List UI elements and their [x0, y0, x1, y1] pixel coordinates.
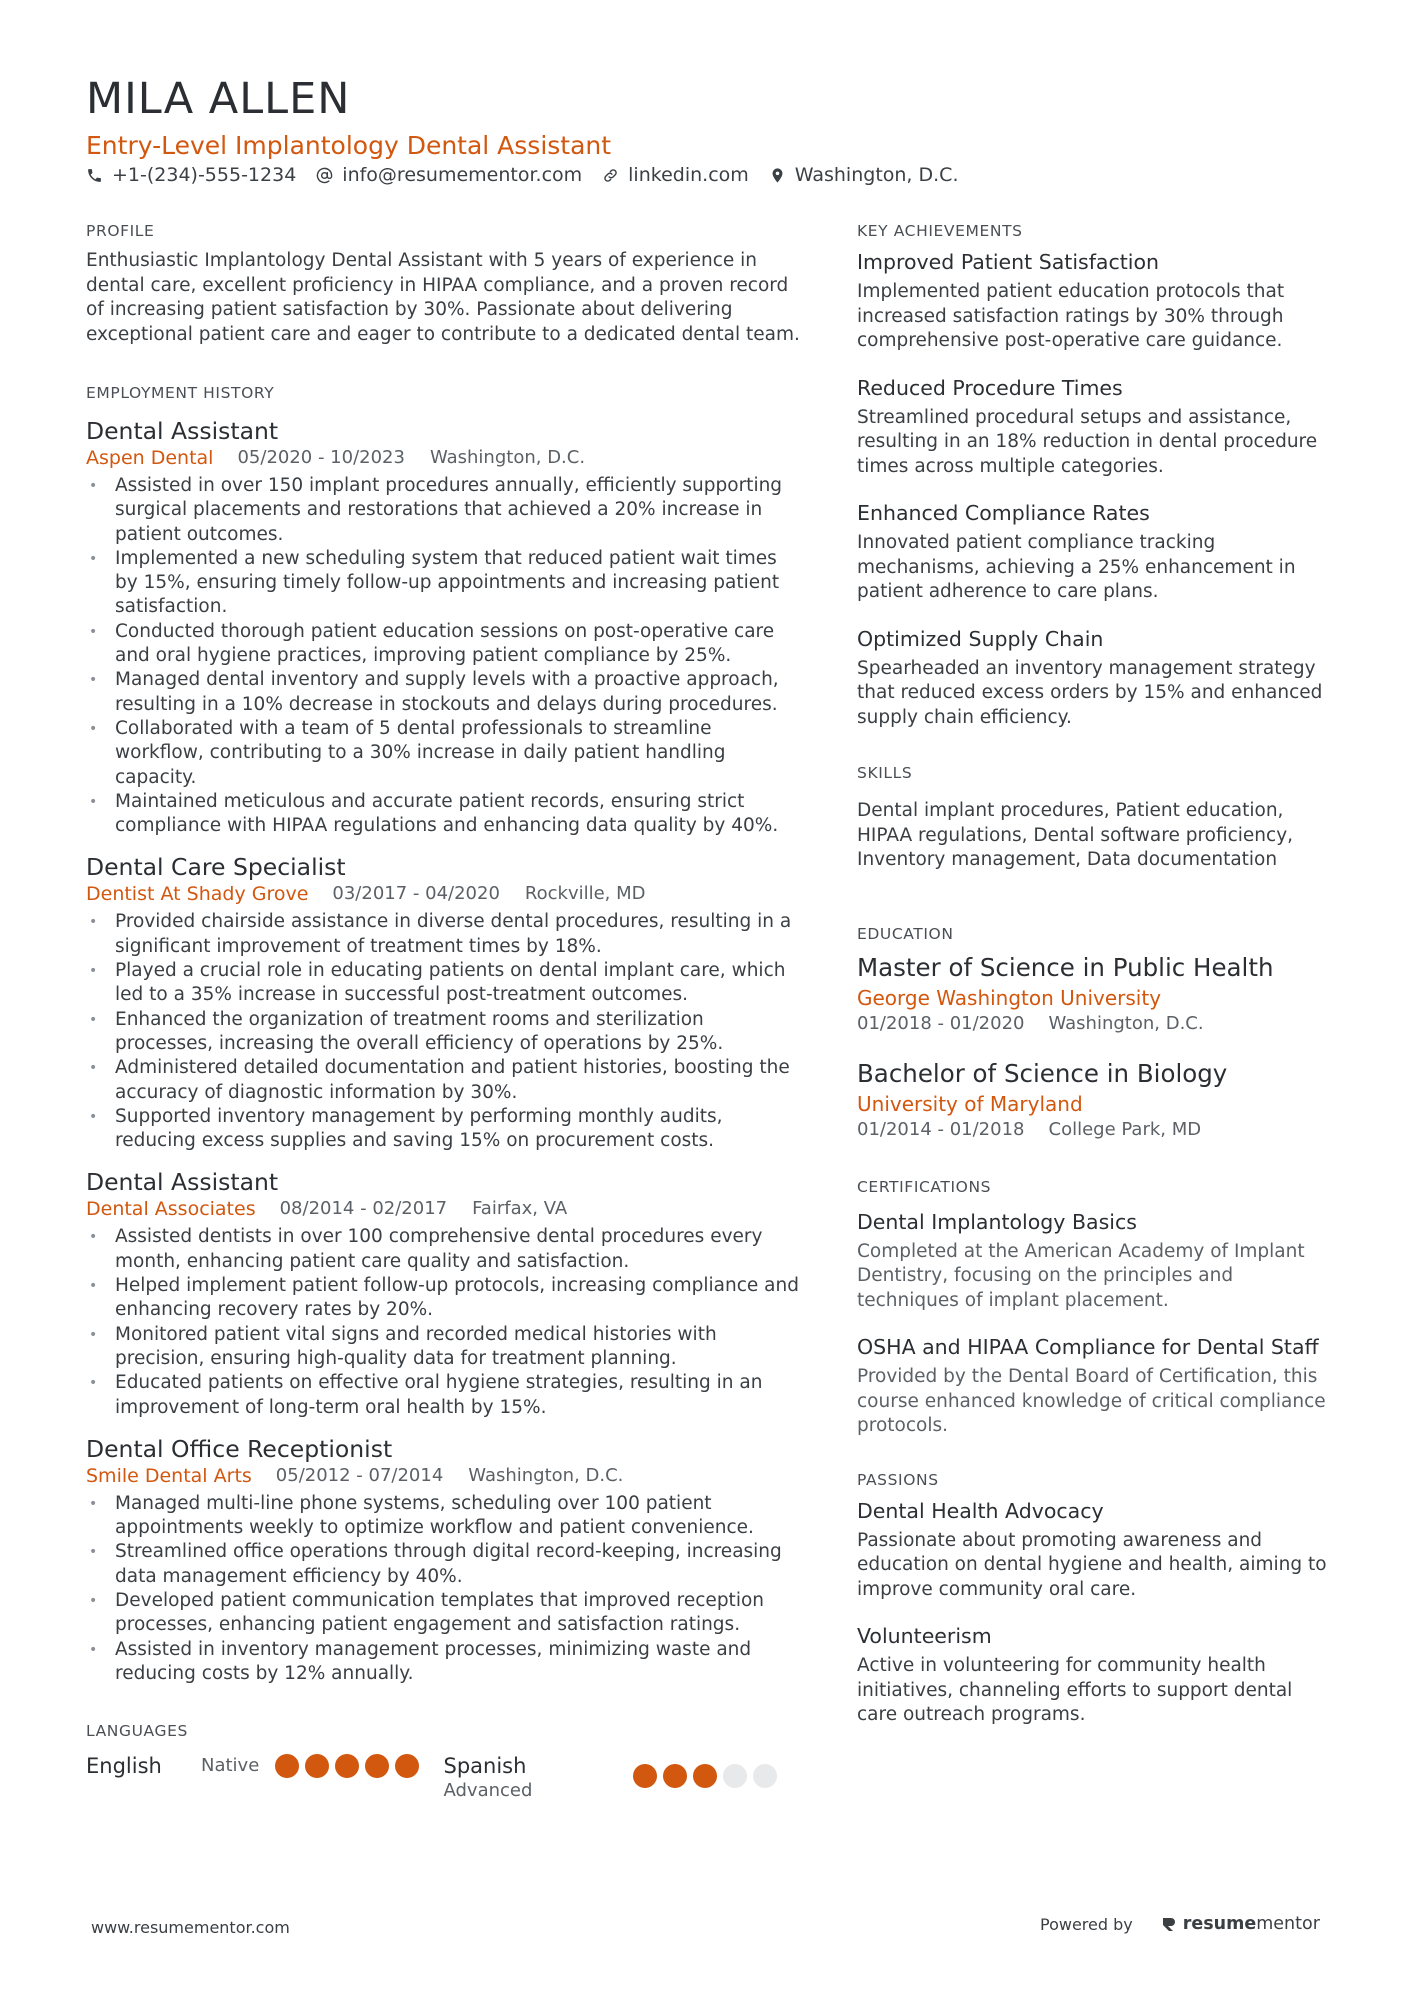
- education-school: University of Maryland: [857, 1091, 1083, 1116]
- certifications-section: [857, 1178, 1337, 1439]
- job-entry: [86, 416, 801, 838]
- section-label-passions: PASSIONS: [857, 1470, 939, 1489]
- certification-item: [857, 1333, 1337, 1439]
- job-entry: [86, 1167, 801, 1419]
- education-location: Washington, D.C.: [1048, 1012, 1204, 1034]
- contact-location: [769, 164, 959, 186]
- job-meta: [86, 1464, 801, 1488]
- rating-dot-filled: [275, 1754, 299, 1778]
- job-bullet: • Conducted thorough patient education sessions on post-operative care and oral hygiene practices, improving patient compliance by 25%.: [86, 620, 801, 669]
- job-meta: [86, 882, 801, 906]
- rating-dot-filled: [663, 1764, 687, 1788]
- job-location: Washington, D.C.: [468, 1464, 624, 1486]
- education-school: George Washington University: [857, 985, 1162, 1010]
- section-label-languages: LANGUAGES: [86, 1722, 188, 1741]
- job-bullet: • Helped implement patient follow-up protocols, increasing compliance and enhancing recovery rates by 20%.: [86, 1274, 801, 1323]
- job-bullet: • Collaborated with a team of 5 dental professionals to streamline workflow, contributing to a 30% increase in daily patient handling capacity.: [86, 717, 801, 790]
- language-spanish: [444, 1752, 802, 1802]
- passion-title: Dental Health Advocacy: [857, 1498, 1104, 1523]
- skills-section: [857, 764, 1337, 873]
- rating-dots: [633, 1764, 783, 1788]
- map-pin-icon: [769, 167, 786, 184]
- certification-title: Dental Implantology Basics: [857, 1209, 1137, 1234]
- achievement-title: Enhanced Compliance Rates: [857, 501, 1150, 525]
- employment-section: [86, 384, 801, 1686]
- job-meta: [86, 446, 801, 470]
- job-entry: [86, 1434, 801, 1686]
- brand-name-rest: mentor: [1256, 1914, 1320, 1934]
- certification-desc: Completed at the American Academy of Implant Dentistry, focusing on the principles and techniques of implant placement.: [857, 1240, 1305, 1311]
- job-company: Dentist At Shady Grove: [86, 883, 309, 906]
- achievement-title: Improved Patient Satisfaction: [857, 250, 1160, 274]
- email-text[interactable]: info@resumementor.com: [342, 164, 583, 186]
- education-dates: 01/2018 - 01/2020: [857, 1012, 1025, 1034]
- certifications-list: [857, 1208, 1337, 1439]
- job-bullet: • Assisted in over 150 implant procedures annually, efficiently supporting surgical placements and restorations that achieved a 20% increase in patient outcomes.: [86, 474, 801, 547]
- passion-desc: Active in volunteering for community health initiatives, channeling efforts to support dental care outreach programs.: [857, 1655, 1293, 1725]
- education-meta: [857, 1012, 1337, 1036]
- rating-dot-filled: [395, 1754, 419, 1778]
- rating-dot-empty: [753, 1764, 777, 1788]
- rating-dot-filled: [633, 1764, 657, 1788]
- candidate-name: MILA ALLEN: [86, 74, 351, 124]
- job-title: Dental Office Receptionist: [86, 1434, 393, 1463]
- job-bullet: • Managed multi-line phone systems, scheduling over 100 patient appointments weekly to optimize workflow and patient convenience.: [86, 1492, 801, 1541]
- achievements-list: [857, 248, 1337, 730]
- job-bullet: • Maintained meticulous and accurate patient records, ensuring strict compliance with HIPAA regulations and enhancing data quality by 40%.: [86, 790, 801, 839]
- education-location: College Park, MD: [1048, 1118, 1202, 1140]
- language-level: Advanced: [443, 1780, 533, 1802]
- contact-bar: [86, 164, 979, 186]
- job-bullet: • Assisted in inventory management processes, minimizing waste and reducing costs by 12% annually.: [86, 1638, 801, 1687]
- job-bullet: • Implemented a new scheduling system that reduced patient wait times by 15%, ensuring timely follow-up appointments and increasing patient satisfaction.: [86, 547, 801, 620]
- contact-email[interactable]: [316, 164, 582, 186]
- achievement-title: Reduced Procedure Times: [857, 375, 1123, 400]
- job-location: Washington, D.C.: [429, 447, 586, 468]
- achievement-desc: Streamlined procedural setups and assistance, resulting in an 18% reduction in dental procedure times across multiple categories.: [857, 406, 1318, 477]
- job-bullet: • Developed patient communication templates that improved reception processes, enhancing patient engagement and satisfaction ratings.: [86, 1589, 801, 1638]
- education-dates: 01/2014 - 01/2018: [857, 1118, 1025, 1140]
- education-meta: [857, 1118, 1337, 1142]
- job-bullets: [86, 1492, 801, 1686]
- at-sign-icon: [316, 167, 333, 184]
- job-entry: [86, 852, 801, 1153]
- job-dates: 03/2017 - 04/2020: [332, 883, 500, 905]
- phone-icon: [86, 167, 103, 184]
- rating-dots: [275, 1754, 425, 1778]
- language-english: [86, 1752, 444, 1780]
- rating-dot-empty: [723, 1764, 747, 1788]
- certification-desc: Provided by the Dental Board of Certification, this course enhanced knowledge of critical compliance protocols.: [857, 1366, 1326, 1436]
- passions-list: [857, 1497, 1337, 1728]
- footer-website[interactable]: www.resumementor.com: [91, 1918, 290, 1937]
- achievement-item: [857, 625, 1337, 731]
- passion-item: [857, 1622, 1337, 1728]
- rating-dot-filled: [335, 1754, 359, 1778]
- job-dates: 08/2014 - 02/2017: [279, 1198, 448, 1220]
- job-location: Rockville, MD: [524, 883, 646, 905]
- job-bullet: • Played a crucial role in educating patients on dental implant care, which led to a 35% increase in successful post-treatment outcomes.: [86, 959, 801, 1008]
- section-label-employment: EMPLOYMENT HISTORY: [86, 384, 275, 402]
- job-bullet: • Streamlined office operations through digital record-keeping, increasing data management efficiency by 40%.: [86, 1540, 801, 1589]
- contact-linkedin[interactable]: [602, 164, 749, 186]
- achievement-item: [857, 499, 1337, 605]
- job-bullets: [86, 910, 801, 1153]
- education-item: [857, 1058, 1337, 1142]
- job-company: Aspen Dental: [86, 447, 214, 469]
- profile-section: [86, 222, 801, 347]
- job-bullet: • Assisted dentists in over 100 comprehensive dental procedures every month, enhancing patient care quality and satisfaction.: [86, 1225, 801, 1274]
- passion-title: Volunteerism: [857, 1624, 992, 1648]
- achievement-desc: Spearheaded an inventory management strategy that reduced excess orders by 15% and enhanced supply chain efficiency.: [857, 657, 1323, 728]
- education-list: [857, 952, 1337, 1142]
- contact-phone: [86, 164, 296, 186]
- certification-item: [857, 1208, 1337, 1314]
- right-column: [857, 222, 1337, 1748]
- job-company: Smile Dental Arts: [86, 1464, 252, 1487]
- languages-section: [86, 1722, 801, 1802]
- section-label-education: EDUCATION: [857, 924, 954, 943]
- job-bullet: • Managed dental inventory and supply levels with a proactive approach, resulting in a 10% decrease in stockouts and delays during procedures.: [86, 668, 801, 717]
- job-bullet: • Supported inventory management by performing monthly audits, reducing excess supplies and saving 15% on procurement costs.: [86, 1105, 801, 1154]
- job-location: Fairfax, VA: [472, 1198, 568, 1220]
- achievement-title: Optimized Supply Chain: [857, 626, 1104, 651]
- brand-name-bold: resume: [1182, 1914, 1257, 1934]
- passion-desc: Passionate about promoting awareness and education on dental hygiene and health, aiming to improve community oral care.: [857, 1529, 1327, 1600]
- achievements-section: [857, 222, 1337, 730]
- section-label-certifications: CERTIFICATIONS: [857, 1177, 992, 1196]
- job-dates: 05/2020 - 10/2023: [237, 447, 405, 468]
- job-bullet: • Educated patients on effective oral hygiene strategies, resulting in an improvement of long-term oral health by 15%.: [86, 1371, 801, 1420]
- job-title: Dental Assistant: [86, 1168, 279, 1197]
- rating-dot-filled: [693, 1764, 717, 1788]
- job-title: Dental Care Specialist: [86, 853, 346, 882]
- language-label-stack: [444, 1752, 633, 1802]
- achievement-item: [857, 374, 1337, 480]
- link-icon: [602, 167, 619, 184]
- resumementor-logo-icon: [1161, 1916, 1177, 1932]
- certification-title: OSHA and HIPAA Compliance for Dental Staff: [857, 1335, 1319, 1359]
- section-label-profile: PROFILE: [86, 222, 155, 240]
- job-bullet: • Administered detailed documentation and patient histories, boosting the accuracy of diagnostic information by 30%.: [86, 1056, 801, 1105]
- passion-item: [857, 1497, 1337, 1603]
- job-meta: [86, 1197, 801, 1221]
- rating-dot-filled: [365, 1754, 389, 1778]
- linkedin-text[interactable]: linkedin.com: [628, 164, 749, 186]
- passions-section: [857, 1471, 1337, 1728]
- job-bullet: • Provided chairside assistance in diverse dental procedures, resulting in a significant improvement of treatment times by 18%.: [86, 910, 801, 959]
- candidate-title: Entry-Level Implantology Dental Assistant: [86, 131, 612, 160]
- achievement-desc: Innovated patient compliance tracking mechanisms, achieving a 25% enhancement in patient adherence to care plans.: [857, 532, 1296, 602]
- section-label-skills: SKILLS: [857, 764, 913, 782]
- language-name: Spanish: [443, 1754, 527, 1779]
- languages-row: [86, 1752, 801, 1802]
- skills-text: Dental implant procedures, Patient education, HIPAA regulations, Dental software proficiency, Inventory management, Data documentation: [857, 800, 1294, 870]
- language-name: English: [86, 1754, 162, 1779]
- education-item: [857, 952, 1337, 1036]
- education-degree: Master of Science in Public Health: [857, 952, 1274, 982]
- achievement-desc: Implemented patient education protocols that increased satisfaction ratings by 30% through comprehensive post-operative care guidance.: [857, 281, 1285, 351]
- achievement-item: [857, 248, 1337, 354]
- section-label-achievements: KEY ACHIEVEMENTS: [857, 222, 1023, 240]
- job-company: Dental Associates: [86, 1198, 256, 1221]
- brand-logo[interactable]: [1161, 1914, 1320, 1934]
- job-bullet: • Monitored patient vital signs and recorded medical histories with precision, ensuring high-quality data for treatment planning.: [86, 1323, 801, 1372]
- education-section: [857, 925, 1337, 1142]
- left-column: [86, 222, 801, 1802]
- job-title: Dental Assistant: [86, 417, 279, 445]
- profile-text: Enthusiastic Implantology Dental Assistant with 5 years of experience in dental care, excellent proficiency in HIPAA compliance, and a proven record of increasing patient satisfaction by 30%. Passionate about delivering exceptional patient care and eager to contribute to a dedicated dental team.: [86, 250, 800, 345]
- phone-text: +1-(234)-555-1234: [112, 164, 297, 186]
- education-degree: Bachelor of Science in Biology: [857, 1058, 1228, 1088]
- footer-branding: [1040, 1914, 1320, 1934]
- language-level: Native: [201, 1755, 260, 1777]
- job-bullets: [86, 474, 801, 838]
- job-bullets: [86, 1225, 801, 1419]
- rating-dot-filled: [305, 1754, 329, 1778]
- job-dates: 05/2012 - 07/2014: [275, 1464, 444, 1486]
- job-bullet: • Enhanced the organization of treatment rooms and sterilization processes, increasing the overall efficiency of operations by 25%.: [86, 1008, 801, 1057]
- powered-by-text: Powered by: [1040, 1914, 1133, 1934]
- location-text: Washington, D.C.: [794, 164, 959, 186]
